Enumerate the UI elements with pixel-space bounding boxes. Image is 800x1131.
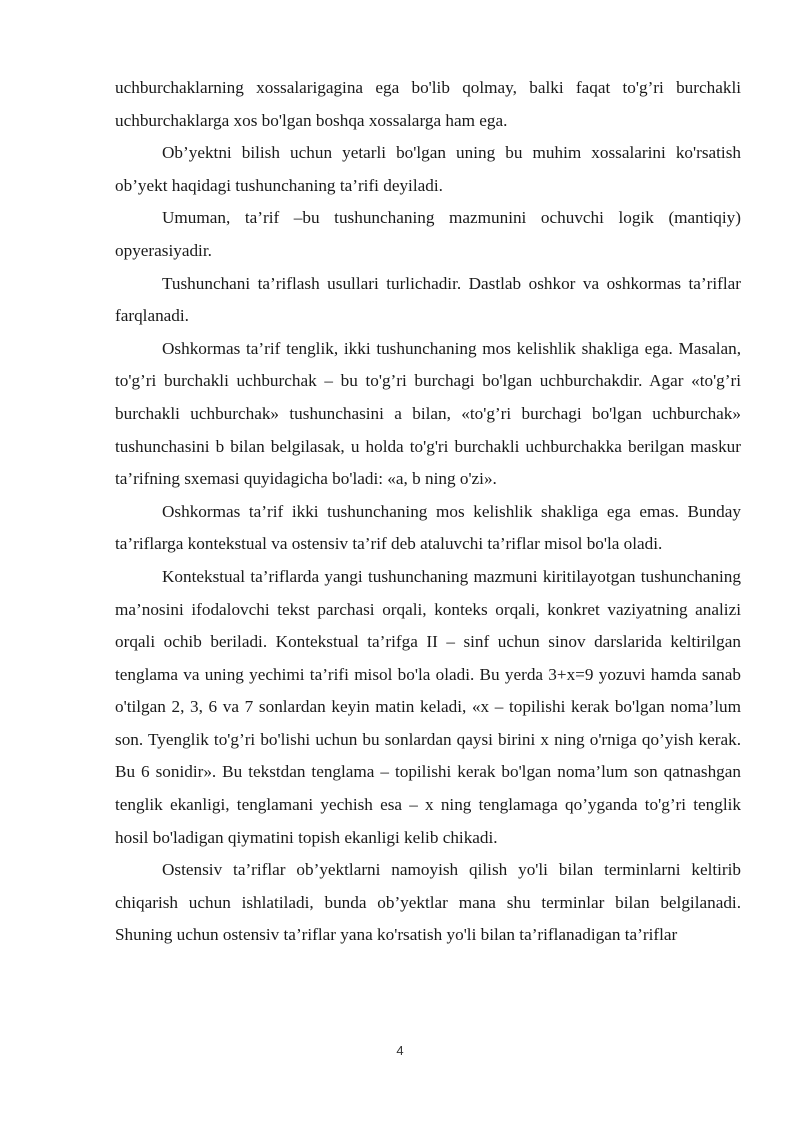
paragraph: Oshkormas ta’rif tenglik, ikki tushunchaning mos kelishlik shakliga ega. Masalan, to'g’ri burchakli uchburchak – bu to'g’ri burchagi bo'lgan uchburchakdir. Agar «to'g’ri burchakli uchburchak» tushunchasini a bilan, «to'g’ri burchagi bo'lgan uchburchak» tushunchasini b bilan belgilasak, u holda to'g'ri burchakli uchburchakka berilgan maskur ta’rifning sxemasi quyidagicha bo'ladi: «a, b ning o'zi». <box>115 338 741 489</box>
paragraph: uchburchaklarning xossalarigagina ega bo'lib qolmay, balki faqat to'g’ri burchakli uchburchaklarga xos bo'lgan boshqa xossalarga ham ega. <box>115 78 741 130</box>
page-number: 4 <box>396 1043 404 1058</box>
page-body <box>115 72 741 952</box>
paragraph: Kontekstual ta’riflarda yangi tushunchaning mazmuni kiritilayotgan tushunchaning ma’nosini ifodalovchi tekst parchasi orqali, konteks orqali, konkret vaziyatning analizi orqali ochib beriladi. Kontekstual ta’rifga II – sinf uchun sinov darslarida keltirilgan tenglama va uning yechimi ta’rifi misol bo'la oladi. Bu yerda 3+x=9 yozuvi hamda sanab o'tilgan 2, 3, 6 va 7 sonlardan keyin matin keladi, «x – topilishi kerak bo'lgan noma’lum son. Tyenglik to'g’ri bo'lishi uchun bu sonlardan qaysi birini x ning o'rniga qo’yish kerak. Bu 6 sonidir». Bu tekstdan tenglama – topilishi kerak bo'lgan noma’lum son qatnashgan tenglik ekanligi, tenglamani yechish esa – x ning tenglamaga qo’yganda to'g’ri tenglik hosil bo'ladigan qiymatini topish ekanligi kelib chikadi. <box>115 566 741 847</box>
paragraph: Oshkormas ta’rif ikki tushunchaning mos kelishlik shakliga ega emas. Bunday ta’riflarga kontekstual va ostensiv ta’rif deb ataluvchi ta’riflar misol bo'la oladi. <box>115 501 741 554</box>
paragraph: Ob’yektni bilish uchun yetarli bo'lgan uning bu muhim xossalarini ko'rsatish ob’yekt haqidagi tushunchaning ta’rifi deyiladi. <box>115 143 741 195</box>
paragraph: Umuman, ta’rif –bu tushunchaning mazmunini ochuvchi logik (mantiqiy) opyerasiyadir. <box>115 208 741 260</box>
paragraph: Ostensiv ta’riflar ob’yektlarni namoyish qilish yo'li bilan terminlarni keltirib chiqarish uchun ishlatiladi, bunda ob’yektlar mana shu terminlar bilan belgilanadi. Shuning uchun ostensiv ta’riflar yana ko'rsatish yo'li bilan ta’riflanadigan ta’riflar <box>115 860 741 945</box>
paragraph: Tushunchani ta’riflash usullari turlichadir. Dastlab oshkor va oshkormas ta’riflar farqlanadi. <box>115 273 741 326</box>
